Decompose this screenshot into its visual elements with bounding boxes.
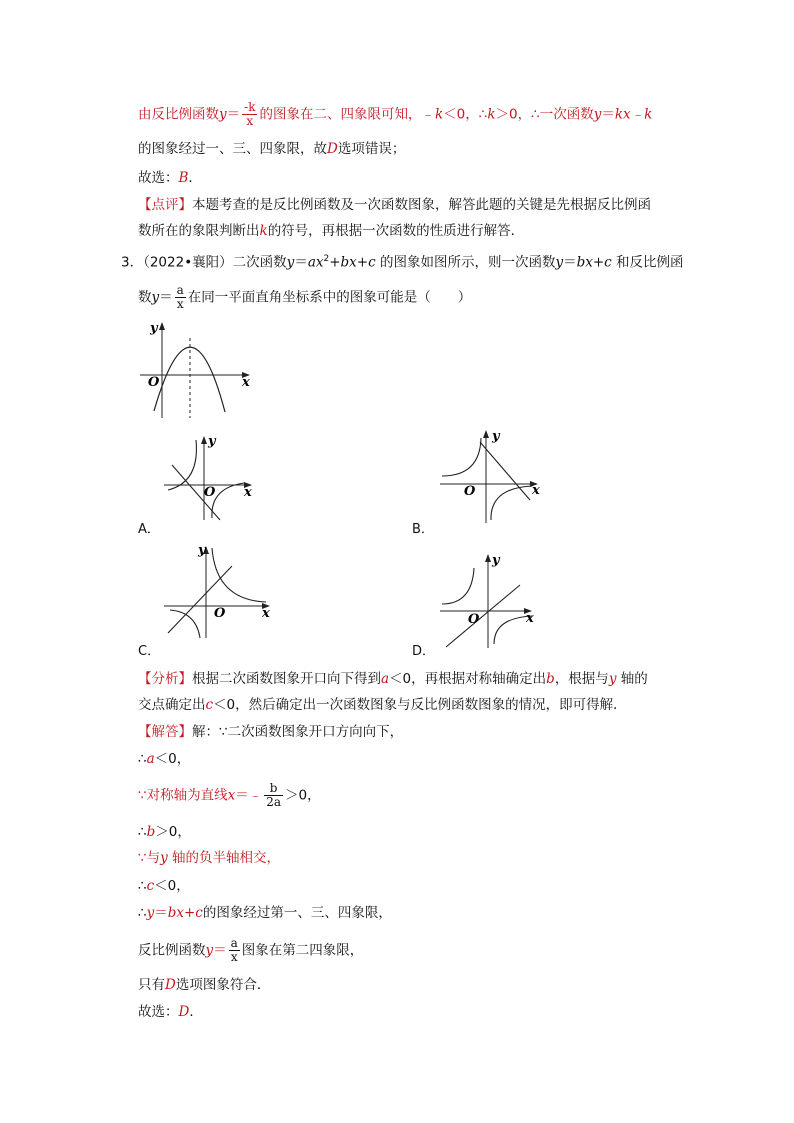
option-d-label: D．	[412, 644, 436, 659]
text: 二次函数	[232, 254, 287, 271]
fraction-a-over-x	[175, 284, 186, 311]
answer: B	[178, 170, 189, 186]
var-k: k	[487, 106, 496, 123]
var-y: y	[146, 905, 155, 921]
text: ∵与	[138, 850, 161, 866]
var-k: k	[259, 223, 268, 239]
question-source: （2022•襄阳）	[143, 254, 233, 271]
text: 故选：	[138, 1004, 179, 1020]
frac-den: x	[176, 297, 184, 311]
line-comment-cont	[138, 221, 524, 241]
frac-num: -k	[244, 100, 256, 114]
text: ＜0，	[154, 878, 190, 894]
text: 只有	[138, 977, 165, 993]
var-c: c	[146, 878, 155, 894]
option-d-graph	[436, 550, 540, 650]
frac-num: b	[264, 782, 283, 796]
line-conclusion	[138, 139, 405, 159]
axis-label-y: y	[492, 429, 500, 444]
text: 选项错误；	[337, 141, 406, 157]
expression: ax	[307, 254, 324, 271]
solution-line-4	[138, 822, 191, 842]
text: 的图象经过一、三、四象限，故	[138, 141, 327, 157]
axis-label-y: y	[208, 434, 216, 449]
solution-line-9	[138, 975, 270, 995]
analysis-tag: 【分析】	[138, 671, 192, 687]
var-y: y	[160, 850, 168, 866]
axis-label-x: x	[526, 611, 534, 626]
analysis-line-1	[138, 669, 648, 689]
parabola-graph	[136, 318, 256, 423]
text: 解：∵二次函数图象开口方向向下，	[192, 724, 404, 740]
fraction-neg-k-over-x	[242, 101, 257, 128]
text: 故选：	[138, 170, 179, 186]
text: 的图象如图所示，则一次函数	[375, 254, 556, 271]
axis-label-y: y	[198, 543, 206, 558]
frac-den: x	[246, 114, 254, 128]
text: ∵对称轴为直线	[138, 787, 228, 804]
text: 数	[138, 289, 152, 306]
text: 图象在第二四象限，	[241, 942, 364, 959]
var-c: c	[205, 697, 214, 713]
text: 和反比例函	[611, 254, 684, 271]
text: ∴	[138, 905, 147, 921]
question-3-line-1	[121, 249, 684, 273]
answer: D	[178, 1004, 190, 1020]
solution-tag: 【解答】	[138, 724, 192, 740]
text: ∴	[138, 878, 147, 894]
axis-label-x: x	[242, 375, 250, 390]
option-d: D	[165, 977, 176, 993]
fraction-a-over-x	[229, 937, 240, 964]
text: ＜0，再根据对称轴确定出	[389, 671, 547, 687]
eq: ＝﹣	[235, 787, 263, 804]
solution-line-3	[138, 782, 321, 809]
var-b: b	[146, 824, 156, 840]
var-y: y	[593, 106, 602, 123]
question-number: 3．	[121, 254, 144, 271]
text: 在同一平面直角坐标系中的图象可能是（ ）	[187, 289, 472, 306]
text: 轴的	[616, 671, 648, 687]
option-b-graph	[436, 428, 546, 526]
solution-line-1	[138, 722, 403, 742]
var-y: y	[205, 942, 214, 959]
text: 根据二次函数图象开口向下得到	[192, 671, 381, 687]
text: ＜0，	[154, 751, 191, 767]
analysis-line-2	[138, 695, 627, 715]
axis-label-x: x	[532, 483, 540, 498]
solution-line-10	[138, 1002, 203, 1022]
text: 反比例函数	[138, 942, 206, 959]
expression: bx+c	[576, 254, 612, 271]
var-k: k	[434, 106, 444, 123]
text: ＞0，	[285, 787, 321, 804]
expression: kx﹣k	[614, 106, 653, 123]
text: ∴	[138, 824, 147, 840]
var-y: y	[151, 289, 160, 306]
text: 的图象经过第一、三、四象限，	[202, 905, 392, 921]
line-reason-hyperbola	[138, 101, 652, 128]
text: ＞0，∴一次函数	[495, 106, 594, 123]
var-y: y	[286, 254, 295, 271]
var-x: x	[227, 787, 236, 804]
eq: ＝	[154, 905, 168, 921]
solution-line-7	[138, 903, 392, 923]
option-b-label: B．	[412, 522, 434, 537]
var-a: a	[381, 671, 390, 687]
expression: +bx+c	[329, 254, 376, 271]
text: ＜0，∴	[443, 106, 488, 123]
text: 由反比例函数	[138, 106, 219, 123]
line-comment	[138, 195, 651, 215]
origin-label: O	[464, 484, 476, 499]
text: 数所在的象限判断出	[138, 223, 260, 239]
question-3-line-2	[138, 284, 471, 311]
var-y: y	[555, 254, 564, 271]
expression: bx+c	[167, 905, 203, 921]
frac-den: 2a	[266, 795, 282, 809]
origin-label: O	[204, 485, 216, 500]
axis-label-x: x	[262, 606, 270, 621]
text: ．	[189, 1004, 203, 1020]
text: ∴	[138, 751, 147, 767]
solution-line-2	[138, 749, 190, 769]
axis-label-x: x	[244, 485, 252, 500]
solution-line-6	[138, 876, 190, 896]
eq: ＝	[159, 289, 173, 306]
text: ＞0，	[155, 824, 191, 840]
eq: ＝	[213, 942, 227, 959]
text: ，根据与	[554, 671, 609, 687]
origin-label: O	[148, 375, 160, 390]
frac-num: a	[230, 936, 238, 950]
text: ﹣	[421, 106, 435, 123]
origin-label: O	[468, 612, 480, 627]
text: 交点确定出	[138, 697, 206, 713]
origin-label: O	[214, 606, 226, 621]
superscript: 2	[323, 254, 330, 264]
text: ．	[188, 170, 202, 186]
var-b: b	[546, 671, 555, 687]
comment-tag: 【点评】	[138, 197, 192, 213]
eq: ＝	[294, 254, 308, 271]
text: 选项图象符合．	[175, 977, 271, 993]
eq: ＝	[563, 254, 577, 271]
option-c-label: C．	[138, 644, 161, 659]
option-a-graph	[160, 430, 260, 522]
text: 本题考查的是反比例函数及一次函数图象，解答此题的关键是先根据反比例函	[192, 197, 651, 213]
frac-den: x	[230, 950, 238, 964]
axis-label-y: y	[492, 553, 500, 568]
text: 的符号，再根据一次函数的性质进行解答．	[267, 223, 525, 239]
option-c-graph	[160, 540, 278, 640]
text: 的图象在二、四象限可知，	[259, 106, 422, 123]
var-a: a	[146, 751, 155, 767]
text: 轴的负半轴相交，	[167, 850, 281, 866]
option-a-label: A．	[138, 522, 160, 537]
solution-line-8	[138, 937, 363, 964]
eq: ＝	[601, 106, 615, 123]
var-y: y	[608, 671, 617, 687]
solution-line-5	[138, 848, 280, 868]
fraction-b-over-2a	[264, 782, 283, 809]
option-d: D	[327, 141, 338, 157]
axis-label-y: y	[150, 321, 158, 336]
eq: ＝	[226, 106, 241, 123]
var-y: y	[219, 106, 227, 123]
text: ＜0，然后确定出一次函数图象与反比例函数图象的情况，即可得解．	[213, 697, 627, 713]
frac-num: a	[176, 283, 184, 297]
line-answer-b	[138, 168, 202, 188]
